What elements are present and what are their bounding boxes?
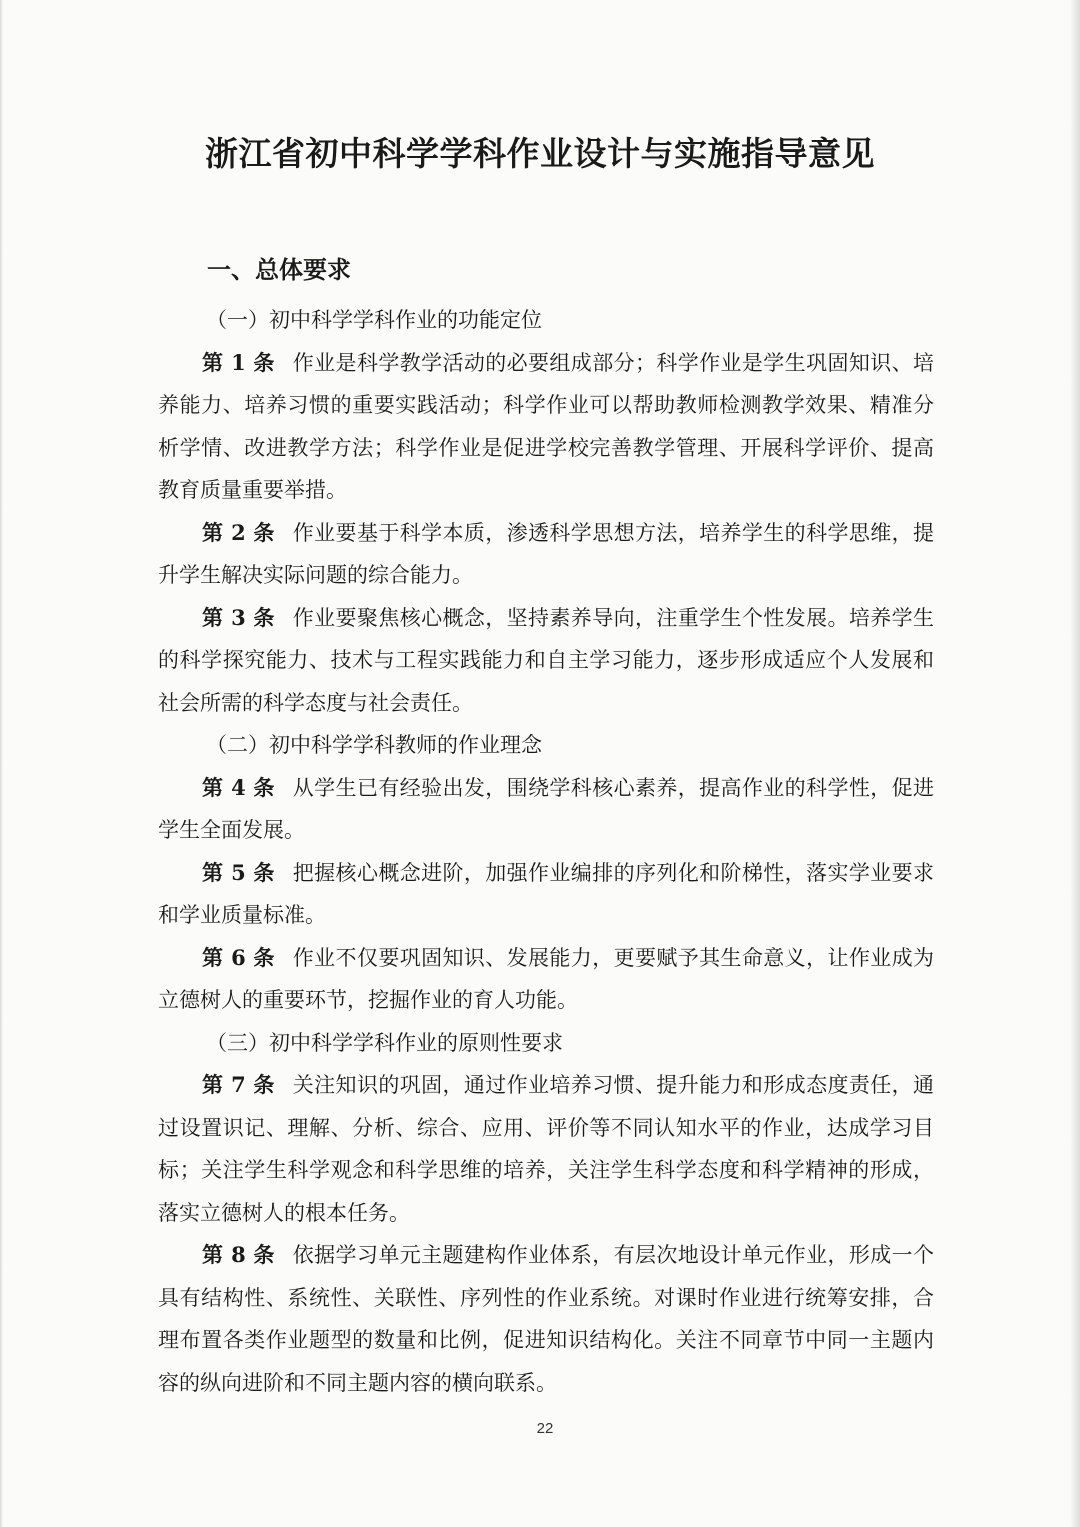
subsection-heading-3: （三）初中科学学科作业的原则性要求 xyxy=(206,1030,563,1055)
article-label: 第 3 条 xyxy=(202,604,275,630)
article-label: 第 8 条 xyxy=(202,1242,275,1267)
article-label: 第 4 条 xyxy=(202,774,275,800)
article-text: 作业要聚焦核心概念，坚持素养导向，注重学生个性发展。培养学生的科学探究能力、技术与工程实践能力和自主学习能力，逐步形成适应个人发展和社会所需的科学态度与社会责任。 xyxy=(158,605,934,715)
article-text: 作业不仅要巩固知识、发展能力，更要赋予其生命意义，让作业成为立德树人的重要环节，挖掘作业的育人功能。 xyxy=(158,945,934,1012)
article-label: 第 7 条 xyxy=(202,1072,275,1097)
article-2 xyxy=(158,512,934,597)
document-title: 浙江省初中科学学科作业设计与实施指导意见 xyxy=(205,134,875,173)
subsection-heading-2: （二）初中科学学科教师的作业理念 xyxy=(206,733,542,757)
article-4 xyxy=(158,767,934,852)
article-text: 从学生已有经验出发，围绕学科核心素养，提高作业的科学性，促进学生全面发展。 xyxy=(158,775,934,842)
article-label: 第 6 条 xyxy=(202,944,275,970)
article-label: 第 2 条 xyxy=(202,519,275,545)
subsection-heading-1: （一）初中科学学科作业的功能定位 xyxy=(206,308,542,332)
article-text: 关注知识的巩固，通过作业培养习惯、提升能力和形成态度责任，通过设置识记、理解、分析、综合、应用、评价等不同认知水平的作业，达成学习目标；关注学生科学观念和科学思维的培养，关注学生科学态度和科学精神的形成，落实立德树人的根本任务。 xyxy=(158,1073,934,1225)
article-label: 第 5 条 xyxy=(202,859,275,885)
article-text: 作业要基于科学本质，渗透科学思想方法，培养学生的科学思维，提升学生解决实际问题的综合能力。 xyxy=(158,520,934,587)
article-6 xyxy=(158,937,934,1022)
article-label: 第 1 条 xyxy=(202,349,275,375)
article-7 xyxy=(158,1064,934,1234)
article-5 xyxy=(158,852,934,937)
article-text: 把握核心概念进阶，加强作业编排的序列化和阶梯性，落实学业要求和学业质量标准。 xyxy=(158,860,934,927)
article-8 xyxy=(158,1234,934,1404)
document-body xyxy=(158,299,934,1404)
section-heading: 一、总体要求 xyxy=(207,255,351,284)
article-text: 依据学习单元主题建构作业体系，有层次地设计单元作业，形成一个具有结构性、系统性、关联性、序列性的作业系统。对课时作业进行统筹安排，合理布置各类作业题型的数量和比例，促进知识结构化。关注不同章节中同一主题内容的纵向进阶和不同主题内容的横向联系。 xyxy=(158,1243,934,1395)
page-number: 22 xyxy=(536,1420,554,1437)
page-edge-shadow-right xyxy=(1070,0,1080,1527)
article-1 xyxy=(158,342,934,512)
page-edge-shadow-left xyxy=(0,0,3,1527)
article-text: 作业是科学教学活动的必要组成部分；科学作业是学生巩固知识、培养能力、培养习惯的重要实践活动；科学作业可以帮助教师检测教学效果、精准分析学情、改进教学方法；科学作业是促进学校完善教学管理、开展科学评价、提高教育质量重要举措。 xyxy=(158,350,934,502)
article-3 xyxy=(158,597,934,725)
